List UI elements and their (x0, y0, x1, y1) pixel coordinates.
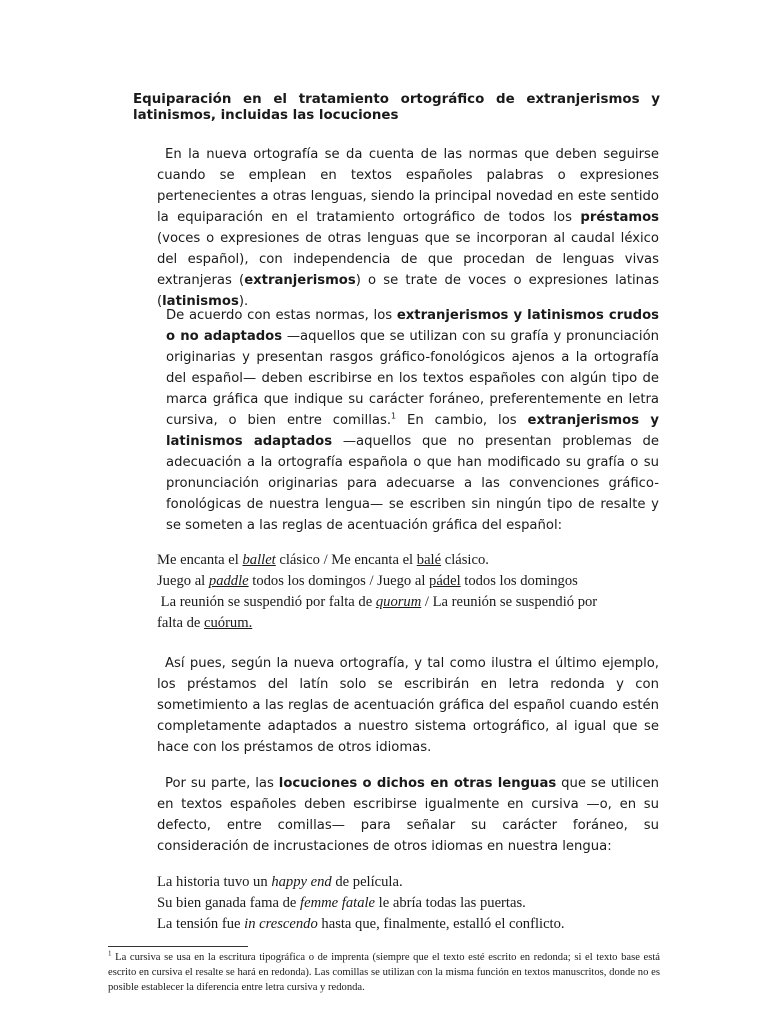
text-run: De acuerdo con estas normas, los (166, 308, 397, 323)
text-run: / La reunión se suspendió por (421, 594, 598, 610)
examples-block-2 (157, 872, 667, 935)
foreign-word: paddle (208, 573, 249, 589)
text-run: clásico. (441, 552, 489, 568)
text-run: La historia tuvo un (157, 874, 272, 890)
term-crudos: extranjerismos y latinismos crudos o no adaptados (166, 308, 659, 344)
text-run: Juego al (157, 573, 209, 589)
paragraph-locuciones (157, 773, 659, 857)
adapted-word: balé (416, 552, 442, 568)
text-run: En cambio, los (396, 413, 528, 428)
foreign-phrase: femme fatale (300, 895, 376, 911)
example-line (157, 550, 667, 571)
footnote-divider (108, 946, 248, 947)
text-run: de película. (331, 874, 403, 890)
text-run: Por su parte, las (165, 776, 279, 791)
term-latinismos: latinismos (162, 294, 239, 309)
example-line (157, 893, 667, 914)
foreign-word: quorum (375, 594, 422, 610)
term-extranjerismos: extranjerismos (244, 273, 356, 288)
text-run: La tensión fue (157, 916, 245, 932)
text-run: —aquellos que se utilizan con su grafía y pronunciación originarias y presentan rasgos gráfico-fonológicos ajenos a la ortografía del español— deben escribirse en los textos españoles con algún tipo de marca gráfica que indique su carácter foráneo, preferentemente en letra cursiva, o bien entre comillas. (166, 329, 659, 428)
foreign-phrase: in crescendo (244, 916, 318, 932)
example-line (157, 914, 667, 935)
example-line (157, 613, 667, 634)
text-run: que se utilicen en textos españoles deben escribirse igualmente en cursiva —o, en su defecto, entre comillas— para señalar su carácter foráneo, su consideración de incrustaciones de otros idiomas en nuestra lengua: (157, 776, 659, 854)
term-adaptados: extranjerismos y latinismos adaptados (166, 413, 659, 449)
text-run: todos los domingos / Juego al (248, 573, 430, 589)
paragraph-conclusion (157, 653, 659, 758)
footnote-text: La cursiva se usa en la escritura tipográfica o de imprenta (siempre que el texto esté escrito en redonda; si el texto base está escrito en cursiva el resalte se hará en redonda). Las comillas se utilizan con la misma función en textos manuscritos, donde no es posible establecer la diferencia entre letra cursiva y redonda. (108, 952, 660, 993)
text-run: todos los domingos (460, 573, 578, 589)
text-run: falta de (157, 615, 204, 631)
foreign-phrase: happy end (271, 874, 332, 890)
term-locuciones: locuciones o dichos en otras lenguas (278, 776, 557, 791)
adapted-word: cuórum. (204, 615, 253, 631)
section-title: Equiparación en el tratamiento ortográfico de extranjerismos y latinismos, incluidas las locuciones (133, 92, 660, 123)
term-prestamos: préstamos (580, 210, 659, 225)
adapted-word: pádel (429, 573, 461, 589)
example-line (157, 592, 667, 613)
text-run: ) o se trate de voces o expresiones latinas ( (157, 273, 659, 309)
text-run: La reunión se suspendió por falta de (160, 594, 376, 610)
footnote-number: 1 (108, 949, 112, 958)
footnote-ref[interactable]: 1 (391, 411, 397, 421)
text-run: Me encanta el (157, 552, 243, 568)
text-run: hasta que, finalmente, estalló el conflicto. (317, 916, 565, 932)
text-run: ). (238, 294, 249, 309)
text-run: —aquellos que no presentan problemas de adecuación a la ortografía española o que han modificado su grafía o su pronunciación originarias para adecuarse a las convenciones gráfico-fonológicas de nuestra lengua— se escriben sin ningún tipo de resalte y se someten a las reglas de acentuación gráfica del español: (166, 434, 659, 533)
paragraph-intro (157, 144, 659, 312)
paragraph-norms (166, 305, 659, 536)
text-run: Así pues, según la nueva ortografía, y tal como ilustra el último ejemplo, los préstamos del latín solo se escribirán en letra redonda y con sometimiento a las reglas de acentuación gráfica del español cuando estén completamente adaptados a nuestro sistema ortográfico, al igual que se hace con los préstamos de otros idiomas. (157, 656, 659, 755)
text-run: clásico / Me encanta el (275, 552, 417, 568)
footnote (108, 950, 660, 995)
text-run: le abría todas las puertas. (375, 895, 526, 911)
text-run: En la nueva ortografía se da cuenta de las normas que deben seguirse cuando se emplean en textos españoles palabras o expresiones pertenecientes a otras lenguas, siendo la principal novedad en este sentido la equiparación en el tratamiento ortográfico de todos los (157, 147, 659, 225)
example-line (157, 872, 667, 893)
examples-block-1 (157, 550, 667, 634)
example-line (157, 571, 667, 592)
text-run: Su bien ganada fama de (157, 895, 301, 911)
foreign-word: ballet (242, 552, 276, 568)
text-run: (voces o expresiones de otras lenguas que se incorporan al caudal léxico del español), con independencia de que procedan de lenguas vivas extranjeras ( (157, 231, 659, 288)
